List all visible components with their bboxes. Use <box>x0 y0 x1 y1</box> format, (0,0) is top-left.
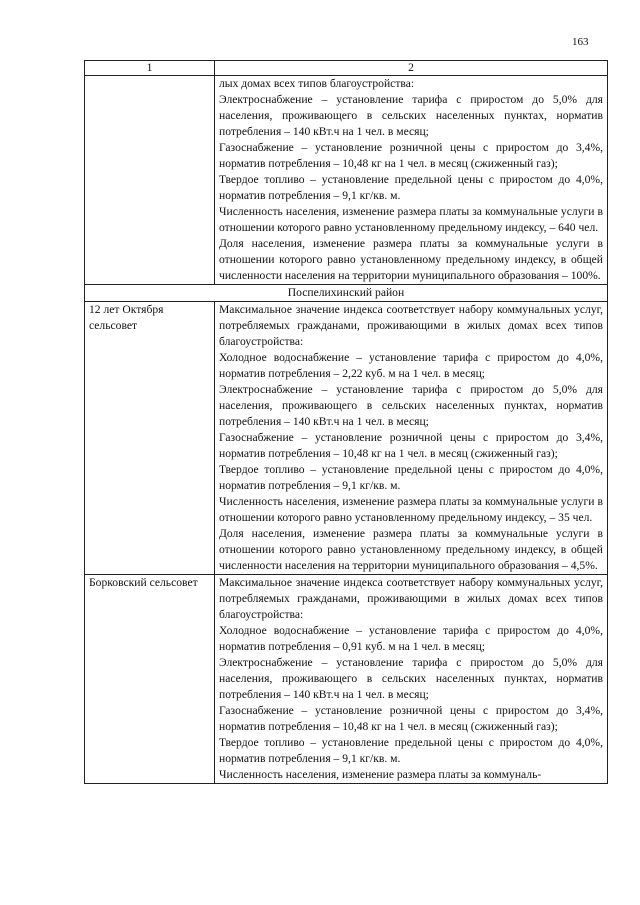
paragraph: Газоснабжение – установление розничной цены с приростом до 3,4%, норматив потребления – 10,48 кг на 1 чел. в месяц (сжиженный газ); <box>219 704 603 733</box>
paragraph: Газоснабжение – установление розничной цены с приростом до 3,4%, норматив потребления – 10,48 кг на 1 чел. в месяц (сжиженный газ); <box>219 141 603 170</box>
municipality-name: Борковский сельсовет <box>85 575 215 784</box>
paragraph: Численность населения, изменение размера платы за коммунальные услуги в отношении которого равно установленному предельному индексу, – 640 чел. <box>219 205 603 234</box>
paragraph: Доля населения, изменение размера платы за коммунальные услуги в отношении которого равно установленному предельному индексу, в общей численности населения на территории муниципального образования – 4,5%. <box>219 527 603 572</box>
paragraph: Максимальное значение индекса соответствует набору коммунальных услуг, потребляемых гражданами, проживающими в жилых домах всех типов благоустройства: <box>219 303 603 348</box>
paragraph: Доля населения, изменение размера платы за коммунальные услуги в отношении которого равно установленному предельному индексу, в общей численности населения на территории муниципального образования – 100%. <box>219 237 603 282</box>
continuation-row <box>85 76 608 285</box>
district-heading: Поспелихинский район <box>85 285 608 302</box>
tariff-table <box>84 60 608 784</box>
paragraph: Электроснабжение – установление тарифа с приростом до 5,0% для населения, проживающего в сельских населенных пунктах, норматив потребления – 140 кВт.ч на 1 чел. в месяц; <box>219 656 603 701</box>
continuation-name-cell <box>85 76 215 285</box>
paragraph: лых домах всех типов благоустройства: <box>219 77 415 90</box>
table-row <box>85 575 608 784</box>
municipality-content <box>215 302 608 575</box>
page-number: 163 <box>572 36 589 48</box>
paragraph: Численность населения, изменение размера платы за коммуналь- <box>219 768 542 781</box>
paragraph: Холодное водоснабжение – установление тарифа с приростом до 4,0%, норматив потребления – 0,91 куб. м на 1 чел. в месяц; <box>219 624 603 653</box>
paragraph: Газоснабжение – установление розничной цены с приростом до 3,4%, норматив потребления – 10,48 кг на 1 чел. в месяц (сжиженный газ); <box>219 431 603 460</box>
municipality-content <box>215 575 608 784</box>
paragraph: Холодное водоснабжение – установление тарифа с приростом до 4,0%, норматив потребления – 2,22 куб. м на 1 чел. в месяц; <box>219 351 603 380</box>
paragraph: Электроснабжение – установление тарифа с приростом до 5,0% для населения, проживающего в сельских населенных пунктах, норматив потребления – 140 кВт.ч на 1 чел. в месяц; <box>219 93 603 138</box>
table-header-row <box>85 61 608 76</box>
district-row <box>85 285 608 302</box>
municipality-name: 12 лет Октября сельсовет <box>85 302 215 575</box>
column-header-2: 2 <box>215 61 608 76</box>
paragraph: Электроснабжение – установление тарифа с приростом до 5,0% для населения, проживающего в сельских населенных пунктах, норматив потребления – 140 кВт.ч на 1 чел. в месяц; <box>219 383 603 428</box>
continuation-content-cell <box>215 76 608 285</box>
paragraph: Твердое топливо – установление предельной цены с приростом до 4,0%, норматив потребления – 9,1 кг/кв. м. <box>219 463 603 492</box>
table-row <box>85 302 608 575</box>
paragraph: Твердое топливо – установление предельной цены с приростом до 4,0%, норматив потребления – 9,1 кг/кв. м. <box>219 736 603 765</box>
paragraph: Численность населения, изменение размера платы за коммунальные услуги в отношении которого равно установленному предельному индексу, – 35 чел. <box>219 495 603 524</box>
paragraph: Твердое топливо – установление предельной цены с приростом до 4,0%, норматив потребления – 9,1 кг/кв. м. <box>219 173 603 202</box>
column-header-1: 1 <box>85 61 215 76</box>
paragraph: Максимальное значение индекса соответствует набору коммунальных услуг, потребляемых гражданами, проживающими в жилых домах всех типов благоустройства: <box>219 576 603 621</box>
